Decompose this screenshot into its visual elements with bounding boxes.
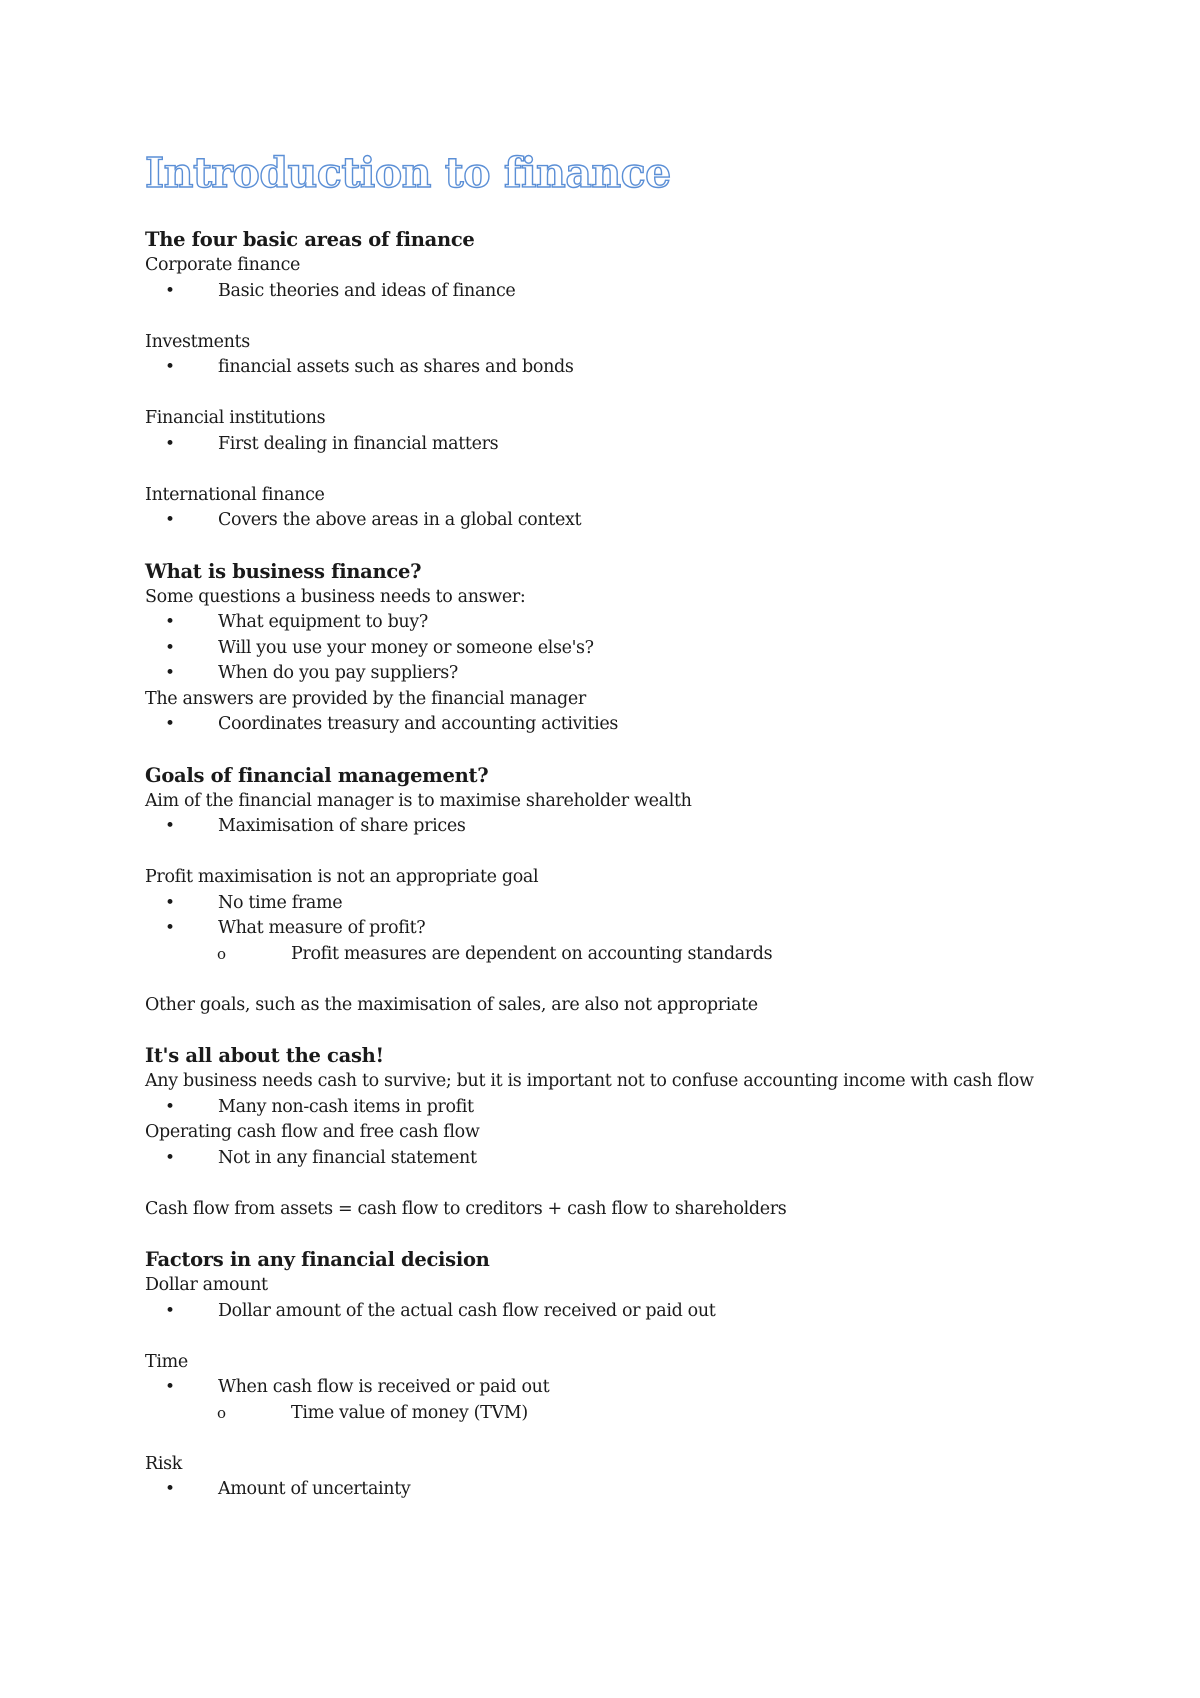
- paragraph-line: Dollar amount: [145, 1275, 268, 1295]
- bullet-item: [145, 1095, 1045, 1121]
- bullet-text: When cash flow is received or paid out: [218, 1377, 550, 1397]
- bullet-dot-icon: •: [165, 280, 175, 301]
- bullet-text: Coordinates treasury and accounting activities: [218, 714, 618, 734]
- paragraph-line: Risk: [145, 1453, 182, 1474]
- bullet-text: Many non-cash items in profit: [218, 1096, 474, 1117]
- bullet-dot-icon: •: [165, 1096, 175, 1117]
- paragraph-line: Investments: [145, 331, 250, 352]
- paragraph-line: Other goals, such as the maximisation of sales, are also not appropriate: [145, 994, 758, 1015]
- bullet-text: Maximisation of share prices: [218, 816, 466, 836]
- sub-bullet-item: [145, 942, 1045, 968]
- bullet-text: Dollar amount of the actual cash flow received or paid out: [218, 1300, 716, 1321]
- section-spacer: [145, 1018, 1045, 1043]
- bullet-item: [145, 279, 1045, 305]
- paragraph-line: Some questions a business needs to answer:: [145, 586, 526, 607]
- bullet-dot-icon: •: [165, 663, 175, 683]
- bullet-item: [145, 610, 1045, 636]
- bullet-dot-icon: •: [165, 637, 175, 658]
- section: [145, 227, 1045, 534]
- bullet-text: Amount of uncertainty: [218, 1479, 411, 1499]
- blank-line: [145, 457, 1045, 483]
- bullet-dot-icon: •: [165, 510, 175, 530]
- sub-bullet-item: [145, 1401, 1045, 1427]
- hollow-circle-bullet-icon: o: [217, 944, 226, 963]
- paragraph-line: Financial institutions: [145, 408, 326, 428]
- section: [145, 763, 1045, 1019]
- section-heading: The four basic areas of finance: [145, 228, 475, 251]
- bullet-item: [145, 1375, 1045, 1401]
- bullet-text: First dealing in financial matters: [218, 433, 499, 454]
- bullet-item: [145, 355, 1045, 381]
- bullet-text: Covers the above areas in a global context: [218, 510, 582, 530]
- paragraph-line: Cash flow from assets = cash flow to creditors + cash flow to shareholders: [145, 1198, 787, 1219]
- section-spacer: [145, 1222, 1045, 1247]
- blank-line: [145, 1426, 1045, 1452]
- paragraph-line: Any business needs cash to survive; but it is important not to confuse accounting income with cash flow: [145, 1071, 1034, 1091]
- paragraph-line: Profit maximisation is not an appropriate goal: [145, 867, 539, 887]
- bullet-dot-icon: •: [165, 892, 175, 913]
- paragraph-line: Aim of the financial manager is to maximise shareholder wealth: [145, 790, 692, 811]
- bullet-dot-icon: •: [165, 433, 175, 454]
- bullet-item: [145, 891, 1045, 917]
- page-title: Introduction to finance: [145, 149, 671, 197]
- bullet-dot-icon: •: [165, 918, 175, 938]
- bullet-item: [145, 636, 1045, 662]
- bullet-dot-icon: •: [165, 1377, 175, 1397]
- bullet-text: Not in any financial statement: [218, 1147, 477, 1168]
- bullet-dot-icon: •: [165, 612, 175, 632]
- blank-line: [145, 304, 1045, 330]
- paragraph-line: Operating cash flow and free cash flow: [145, 1122, 480, 1142]
- bullet-dot-icon: •: [165, 1300, 175, 1321]
- section: [145, 1043, 1045, 1222]
- blank-line: [145, 967, 1045, 993]
- bullet-dot-icon: •: [165, 357, 175, 377]
- bullet-text: Time value of money (TVM): [291, 1402, 528, 1423]
- bullet-dot-icon: •: [165, 1147, 175, 1168]
- section: [145, 559, 1045, 738]
- bullet-text: Will you use your money or someone else's?: [218, 637, 594, 658]
- section-heading: Factors in any financial decision: [145, 1248, 490, 1271]
- bullet-item: [145, 916, 1045, 942]
- bullet-dot-icon: •: [165, 1479, 175, 1499]
- paragraph-line: International finance: [145, 484, 325, 505]
- section: [145, 1247, 1045, 1503]
- section-heading: Goals of financial management?: [145, 763, 489, 787]
- section-spacer: [145, 534, 1045, 559]
- bullet-item: [145, 508, 1045, 534]
- bullet-item: [145, 661, 1045, 687]
- bullet-item: [145, 1477, 1045, 1503]
- hollow-circle-bullet-icon: o: [217, 1403, 226, 1422]
- bullet-dot-icon: •: [165, 816, 175, 836]
- document-body: [145, 227, 1045, 1503]
- bullet-text: Profit measures are dependent on accounting standards: [291, 943, 773, 964]
- bullet-item: [145, 1146, 1045, 1172]
- paragraph-line: Time: [145, 1351, 188, 1372]
- blank-line: [145, 381, 1045, 407]
- section-heading: It's all about the cash!: [145, 1044, 384, 1067]
- paragraph-line: Corporate finance: [145, 255, 301, 275]
- bullet-text: What equipment to buy?: [218, 612, 428, 632]
- bullet-dot-icon: •: [165, 714, 175, 734]
- blank-line: [145, 1171, 1045, 1197]
- bullet-text: No time frame: [218, 892, 343, 913]
- section-heading: What is business finance?: [145, 559, 422, 583]
- bullet-text: What measure of profit?: [218, 918, 426, 938]
- bullet-item: [145, 432, 1045, 458]
- blank-line: [145, 1324, 1045, 1350]
- bullet-text: When do you pay suppliers?: [218, 663, 458, 683]
- bullet-text: financial assets such as shares and bonds: [218, 357, 574, 377]
- paragraph-line: The answers are provided by the financial manager: [145, 688, 586, 709]
- bullet-text: Basic theories and ideas of finance: [218, 280, 516, 301]
- section-spacer: [145, 738, 1045, 763]
- bullet-item: [145, 814, 1045, 840]
- bullet-item: [145, 1299, 1045, 1325]
- bullet-item: [145, 712, 1045, 738]
- blank-line: [145, 840, 1045, 866]
